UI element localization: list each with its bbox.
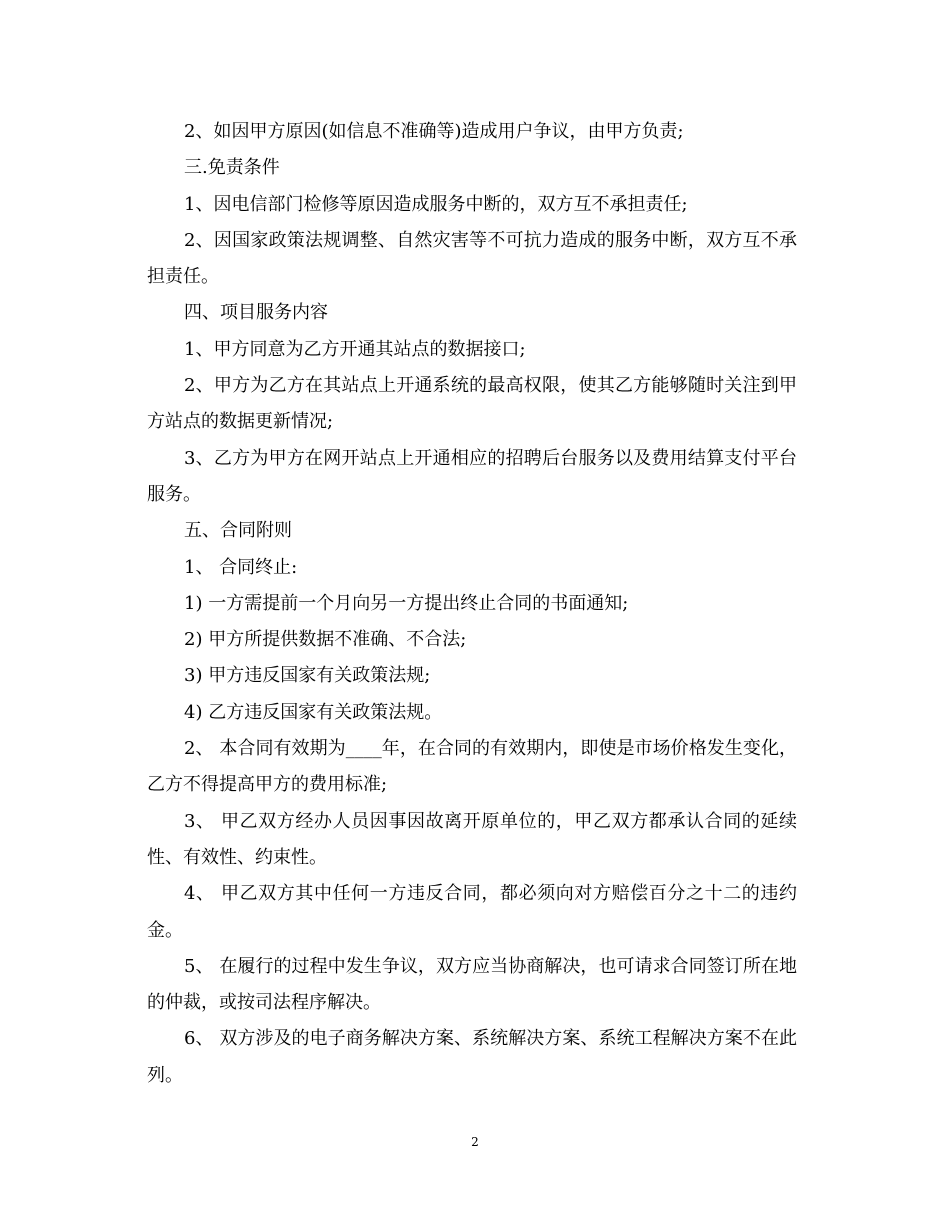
paragraph-clause-2-dispute: 2、如因甲方原因(如信息不准确等)造成用户争议，由甲方负责; [184, 121, 684, 142]
paragraph-termination-item-4: 4) 乙方违反国家有关政策法规。 [184, 701, 443, 723]
paragraph-supplementary-3: 3、 甲乙双方经办人员因事因故离开原单位的，甲乙双方都承认合同的延续性、有效性、约束性。 [147, 810, 797, 868]
paragraph-exemption-2: 2、因国家政策法规调整、自然灾害等不可抗力造成的服务中断，双方互不承担责任。 [147, 229, 797, 288]
paragraph-termination-heading: 1、 合同终止: [184, 556, 298, 578]
paragraph-termination-item-3: 3) 甲方违反国家有关政策法规; [184, 665, 431, 687]
heading-section-3-exemption: 三.免责条件 [184, 157, 280, 179]
paragraph-service-3: 3、乙方为甲方在网开站点上开通相应的招聘后台服务以及费用结算支付平台服务。 [147, 447, 797, 505]
paragraph-service-1: 1、甲方同意为乙方开通其站点的数据接口; [184, 338, 526, 360]
paragraph-supplementary-6: 6、 双方涉及的电子商务解决方案、系统解决方案、系统工程解决方案不在此列。 [147, 1028, 797, 1086]
paragraph-exemption-1: 1、因电信部门检修等原因造成服务中断的，双方互不承担责任; [184, 193, 688, 215]
document-body [147, 114, 797, 1094]
paragraph-supplementary-2: 2、 本合同有效期为____年，在合同的有效期内，即使是市场价格发生变化，乙方不得提高甲方的费用标准; [147, 738, 797, 796]
paragraph-supplementary-4: 4、 甲乙双方其中任何一方违反合同，都必须向对方赔偿百分之十二的违约金。 [147, 883, 797, 941]
paragraph-termination-item-1: 1) 一方需提前一个月向另一方提出终止合同的书面通知; [184, 592, 629, 614]
heading-section-4-service-content: 四、项目服务内容 [184, 302, 328, 324]
paragraph-supplementary-5: 5、 在履行的过程中发生争议，双方应当协商解决，也可请求合同签订所在地的仲裁，或按司法程序解决。 [147, 955, 797, 1014]
paragraph-service-2: 2、甲方为乙方在其站点上开通系统的最高权限，使其乙方能够随时关注到甲方站点的数据更新情况; [147, 375, 797, 433]
page-number: 2 [471, 1135, 479, 1149]
heading-section-5-supplementary: 五、合同附则 [184, 520, 292, 542]
paragraph-termination-item-2: 2) 甲方所提供数据不准确、不合法; [184, 629, 467, 651]
